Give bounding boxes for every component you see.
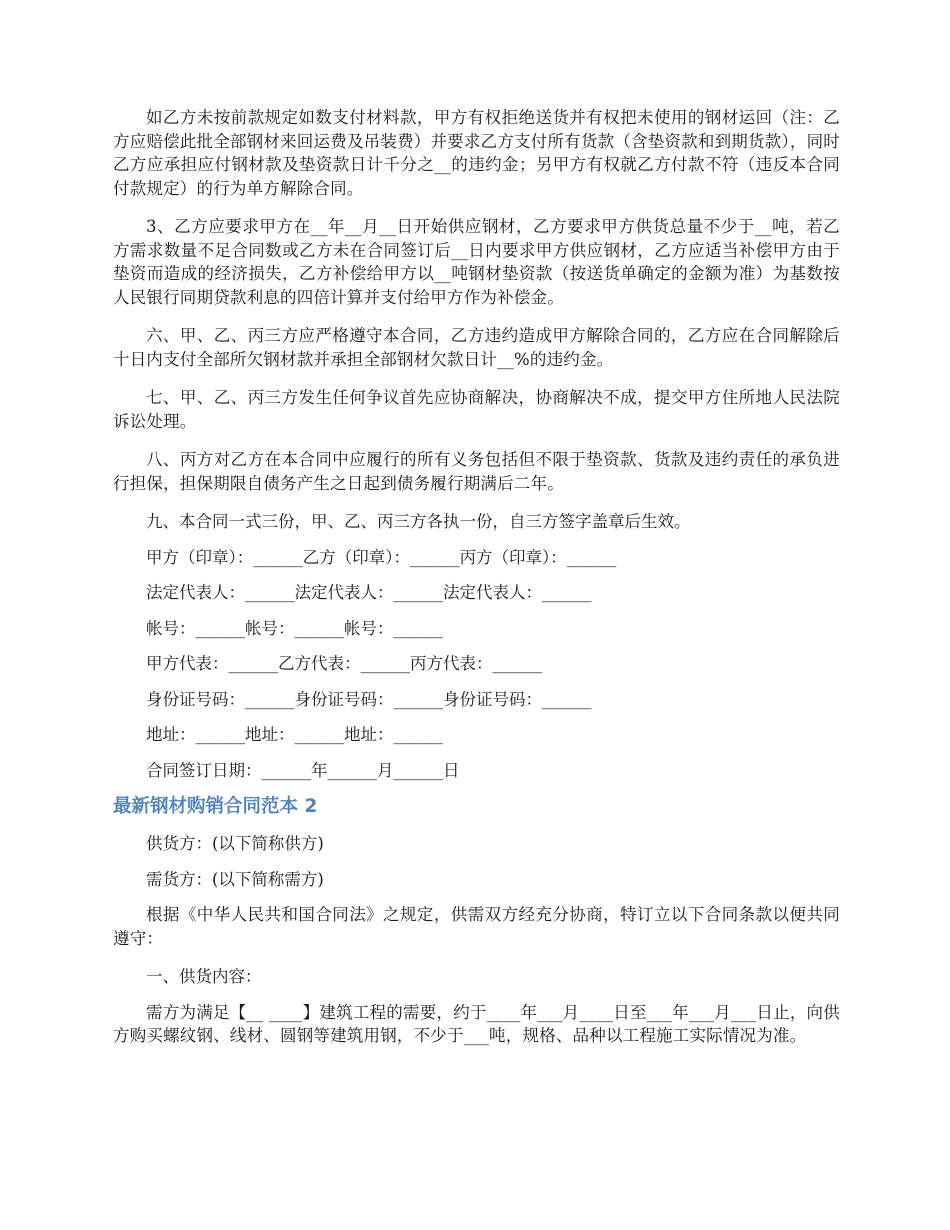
seal-line: 甲方（印章）：______乙方（印章）：______丙方（印章）：______ bbox=[146, 547, 617, 567]
account-line: 帐号：______帐号：______帐号：______ bbox=[146, 618, 443, 638]
document-page bbox=[113, 106, 840, 1048]
section-heading: 最新钢材购销合同范本 2 bbox=[113, 796, 318, 817]
paragraph-clause-8: 八、丙方对乙方在本合同中应履行的所有义务包括但不限于垫资款、货款及违约责任的承负进行担保，担保期限自债务产生之日起到债务履行期满后二年。 bbox=[113, 450, 840, 493]
sign-date-line: 合同签订日期：______年______月______日 bbox=[146, 760, 460, 780]
supplier-line: 供货方：(以下简称供方) bbox=[146, 834, 324, 853]
legal-rep-line: 法定代表人：______法定代表人：______法定代表人：______ bbox=[146, 583, 592, 602]
supply-content-title: 一、供货内容： bbox=[146, 967, 262, 986]
clause-9-line: 九、本合同一式三份，甲、乙、丙三方各执一份，自三方签字盖章后生效。 bbox=[146, 512, 691, 531]
address-line: 地址：______地址：______地址：______ bbox=[146, 725, 443, 744]
buyer-line: 需货方：(以下简称需方) bbox=[146, 869, 324, 889]
paragraph-clause-6: 六、甲、乙、丙三方应严格遵守本合同，乙方违约造成甲方解除合同的，乙方应在合同解除后十日内支付全部所欠钢材款并承担全部钢材欠款日计__%的违约金。 bbox=[113, 326, 840, 369]
paragraph-clause-3: 3、乙方应要求甲方在__年__月__日开始供应钢材，乙方要求甲方供货总量不少于__吨，若乙方需求数量不足合同数或乙方未在合同签订后__日内要求甲方供应钢材，乙方应适当补偿甲方由于垫资而造成的经济损失，乙方补偿给甲方以__吨钢材垫资款（按送货单确定的金额为准）为基数按人民银行同期贷款利息的四倍计算并支付给甲方作为补偿金。 bbox=[113, 217, 840, 307]
paragraph-supply-content: 需方为满足【__ ____】建筑工程的需要，约于____年___月____日至___年___月___日止，向供方购买螺纹钢、线材、圆钢等建筑用钢，不少于___吨，规格、品种以工程施工实际情况为准。 bbox=[113, 1002, 840, 1045]
paragraph-clause-7: 七、甲、乙、丙三方发生任何争议首先应协商解决，协商解决不成，提交甲方住所地人民法院诉讼处理。 bbox=[113, 388, 840, 431]
representative-line: 甲方代表：______乙方代表：______丙方代表：______ bbox=[146, 654, 542, 673]
paragraph-payment-default: 如乙方未按前款规定如数支付材料款，甲方有权拒绝送货并有权把未使用的钢材运回（注：乙方应赔偿此批全部钢材来回运费及吊装费）并要求乙方支付所有货款（含垫资款和到期货款），同时乙方应承担应付钢材款及垫资款日计千分之__的违约金；另甲方有权就乙方付款不符（违反本合同付款规定）的行为单方解除合同。 bbox=[113, 108, 840, 198]
paragraph-basis: 根据《中华人民共和国合同法》之规定，供需双方经充分协商，特订立以下合同条款以便共同遵守： bbox=[113, 905, 840, 948]
id-number-line: 身份证号码：______身份证号码：______身份证号码：______ bbox=[146, 689, 592, 709]
